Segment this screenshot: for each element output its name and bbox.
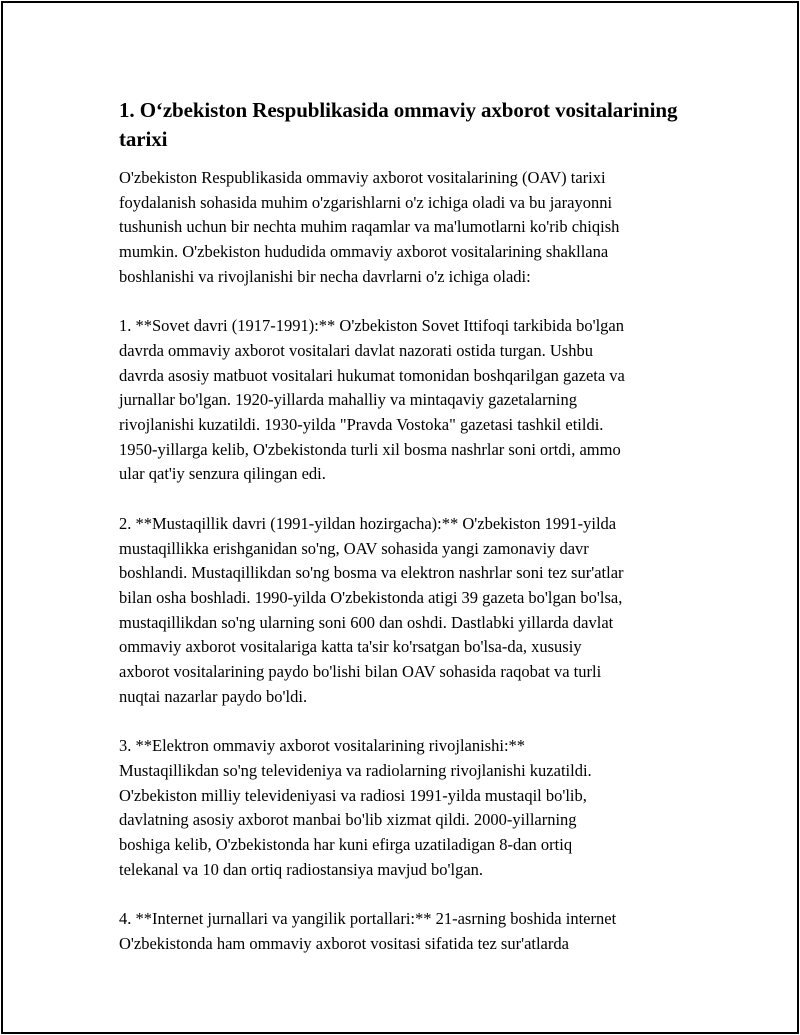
paragraph-intro: O'zbekiston Respublikasida ommaviy axborot vositalarining (OAV) tarixi foydalanish sohasida muhim o'zgarishlarni o'z ichiga oladi va bu jarayonni tushunish uchun bir nechta muhim raqamlar va ma'lumotlarni ko'rib chiqish mumkin. O'zbekiston hududida ommaviy axborot vositalarining shakllana boshlanishi va rivojlanishi bir necha davrlarni o'z ichiga oladi:	[119, 168, 620, 286]
paragraph-soviet-period: 1. **Sovet davri (1917-1991):** O'zbekiston Sovet Ittifoqi tarkibida bo'lgan davrda ommaviy axborot vositalari davlat nazorati ostida turgan. Ushbu davrda asosiy matbuot vositalari hukumat tomonidan boshqarilgan gazeta va jurnallar bo'lgan. 1920-yillarda mahalliy va mintaqaviy gazetalarning rivojlanishi kuzatildi. 1930-yilda "Pravda Vostoka" gazetasi tashkil etildi. 1950-yillarga kelib, O'zbekistonda turli xil bosma nashrlar soni ortdi, ammo ular qat'iy senzura qilingan edi.	[119, 316, 625, 484]
paragraph-electronic-media: 3. **Elektron ommaviy axborot vositalarining rivojlanishi:** Mustaqillikdan so'ng televideniya va radiolarning rivojlanishi kuzatildi. O'zbekiston milliy televideniyasi va radiosi 1991-yilda mustaqil bo'lib, davlatning asosiy axborot manbai bo'lib xizmat qildi. 2000-yillarning boshiga kelib, O'zbekistonda har kuni efirga uzatiladigan 8-dan ortiq telekanal va 10 dan ortiq radiostansiya mavjud bo'lgan.	[119, 736, 592, 879]
paragraph-independence-period: 2. **Mustaqillik davri (1991-yildan hozirgacha):** O'zbekiston 1991-yilda mustaqillikka erishganidan so'ng, OAV sohasida yangi zamonaviy davr boshlandi. Mustaqillikdan so'ng bosma va elektron nashrlar soni tez sur'atlar bilan osha boshladi. 1990-yilda O'zbekistonda atigi 39 gazeta bo'lgan bo'lsa, mustaqillikdan so'ng ularning soni 600 dan oshdi. Dastlabki yillarda davlat ommaviy axborot vositalariga katta ta'sir ko'rsatgan bo'lsa-da, xususiy axborot vositalarining paydo bo'lishi bilan OAV sohasida raqobat va turli nuqtai nazarlar paydo bo'ldi.	[119, 513, 624, 706]
paragraph-internet-media: 4. **Internet jurnallari va yangilik portallari:** 21-asrning boshida internet O'zbekistonda ham ommaviy axborot vositasi sifatida tez sur'atlarda	[119, 909, 617, 953]
document-page	[1, 1, 799, 1034]
document-body	[119, 96, 694, 956]
section-heading: 1. O‘zbekiston Respublikasida ommaviy axborot vositalarining tarixi	[119, 98, 678, 151]
